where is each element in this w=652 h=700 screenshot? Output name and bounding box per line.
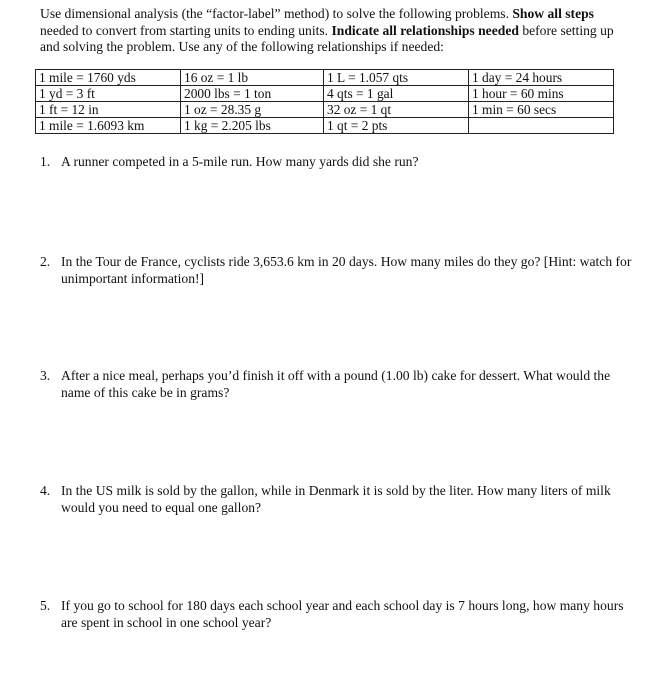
table-cell: 32 oz = 1 qt	[324, 102, 469, 118]
question-text: In the Tour de France, cyclists ride 3,653.6 km in 20 days. How many miles do they go? [Hint: watch for unimportant information!]	[61, 254, 632, 286]
table-cell: 1 kg = 2.205 lbs	[181, 118, 324, 134]
instructions-bold-2: Indicate all relationships needed	[331, 22, 519, 38]
question-4	[40, 482, 640, 516]
table-cell: 1 yd = 3 ft	[36, 86, 181, 102]
question-text: After a nice meal, perhaps you’d finish it off with a pound (1.00 lb) cake for dessert. What would the name of this cake be in grams?	[61, 368, 611, 400]
table-cell: 2000 lbs = 1 ton	[181, 86, 324, 102]
question-5	[40, 597, 640, 631]
question-text: A runner competed in a 5-mile run. How many yards did she run?	[61, 154, 419, 169]
instructions-text-1: Use dimensional analysis (the “factor-label” method) to solve the following problems.	[40, 6, 509, 21]
question-number: 2.	[40, 254, 51, 269]
table-cell: 16 oz = 1 lb	[181, 70, 324, 86]
question-text: If you go to school for 180 days each school year and each school day is 7 hours long, how many hours are spent in school in one school year?	[61, 598, 624, 630]
table-cell: 1 ft = 12 in	[36, 102, 181, 118]
table-cell: 1 hour = 60 mins	[469, 86, 614, 102]
question-3	[40, 367, 640, 401]
question-1	[40, 153, 640, 170]
table-cell: 1 qt = 2 pts	[324, 118, 469, 134]
table-row	[36, 102, 614, 118]
table-cell: 1 day = 24 hours	[469, 70, 614, 86]
table-cell: 1 mile = 1760 yds	[36, 70, 181, 86]
table-cell: 4 qts = 1 gal	[324, 86, 469, 102]
question-2	[40, 253, 640, 287]
question-text: In the US milk is sold by the gallon, while in Denmark it is sold by the liter. How many liters of milk would you need to equal one gallon?	[61, 483, 611, 515]
instructions-text-2: needed to convert from starting units to ending units.	[40, 22, 329, 38]
table-cell: 1 L = 1.057 qts	[324, 70, 469, 86]
table-row	[36, 70, 614, 86]
table-cell: 1 oz = 28.35 g	[181, 102, 324, 118]
table-row	[36, 118, 614, 134]
question-number: 5.	[40, 598, 51, 613]
question-number: 3.	[40, 368, 51, 383]
instructions-text-3: before setting up and solving the problem. Use any of the following relationships if needed:	[40, 22, 614, 54]
question-number: 4.	[40, 483, 51, 498]
relationships-table	[35, 69, 614, 134]
table-row	[36, 86, 614, 102]
question-number: 1.	[40, 154, 51, 169]
instructions-bold-1: Show all steps	[512, 6, 594, 21]
table-cell: 1 min = 60 secs	[469, 102, 614, 118]
table-cell	[469, 118, 614, 134]
instructions	[40, 6, 630, 56]
table-cell: 1 mile = 1.6093 km	[36, 118, 181, 134]
